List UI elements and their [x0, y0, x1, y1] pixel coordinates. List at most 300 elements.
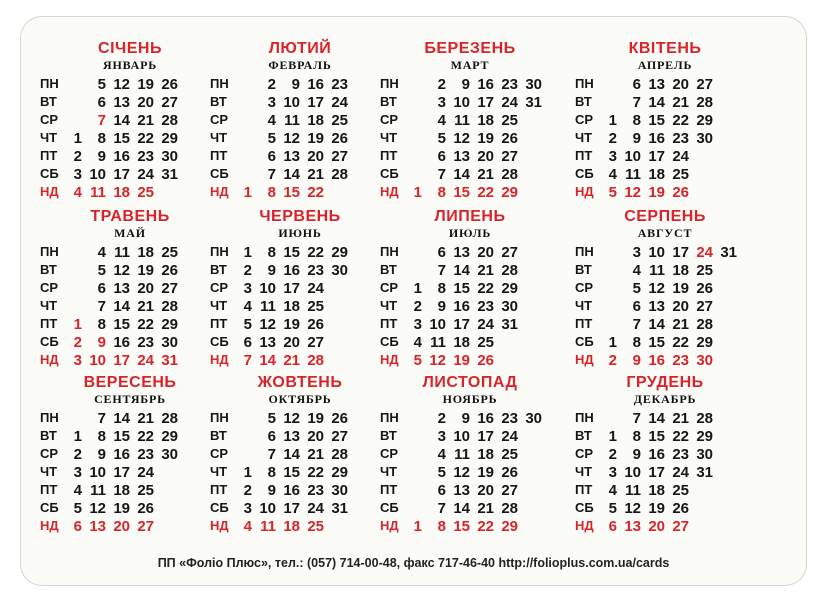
day-number: 1 — [413, 184, 422, 201]
weekday-label: НД — [380, 352, 399, 367]
weekday-row — [575, 244, 765, 263]
weekday-row — [575, 76, 765, 95]
weekday-row — [210, 482, 400, 501]
day-number: 27 — [331, 428, 348, 445]
weekday-row — [380, 94, 570, 113]
month-title: СЕРПЕНЬ — [624, 208, 706, 225]
day-number: 21 — [137, 112, 154, 129]
weekday-row — [575, 94, 765, 113]
day-number: 13 — [648, 76, 665, 93]
day-number: 18 — [307, 112, 324, 129]
weekday-label: ВТ — [40, 94, 57, 109]
day-number: 3 — [632, 244, 641, 261]
day-number: 28 — [696, 410, 713, 427]
weekday-row — [210, 500, 400, 519]
month-block — [575, 374, 760, 534]
day-number: 10 — [259, 280, 276, 297]
day-number: 24 — [137, 166, 154, 183]
day-number: 16 — [283, 262, 300, 279]
weekday-row — [380, 518, 570, 537]
day-number: 6 — [267, 428, 276, 445]
day-number: 11 — [454, 446, 470, 463]
day-number: 16 — [307, 76, 324, 93]
weekday-label: ПТ — [380, 482, 398, 497]
day-number: 9 — [97, 446, 106, 463]
day-number: 22 — [307, 244, 324, 261]
day-number: 30 — [161, 334, 178, 351]
day-number: 10 — [283, 94, 300, 111]
day-number: 18 — [477, 112, 494, 129]
day-number: 11 — [625, 482, 641, 499]
weekday-label: ВТ — [210, 262, 227, 277]
day-number: 8 — [632, 428, 641, 445]
day-number: 1 — [608, 112, 617, 129]
day-number: 4 — [437, 446, 446, 463]
day-number: 4 — [73, 482, 82, 499]
day-number: 13 — [89, 518, 106, 535]
day-number: 6 — [437, 148, 446, 165]
day-number: 18 — [648, 166, 665, 183]
day-number: 7 — [267, 166, 276, 183]
day-number: 20 — [283, 334, 300, 351]
weekday-label: ВТ — [575, 428, 592, 443]
day-number: 15 — [453, 280, 470, 297]
weekday-label: СБ — [210, 334, 229, 349]
weekday-label: ЧТ — [40, 298, 58, 313]
day-number: 10 — [429, 316, 446, 333]
day-number: 8 — [97, 130, 106, 147]
day-number: 25 — [501, 446, 518, 463]
day-number: 5 — [97, 76, 106, 93]
weekday-row — [210, 148, 400, 167]
day-number: 16 — [113, 148, 130, 165]
day-number: 16 — [453, 298, 470, 315]
day-number: 4 — [243, 518, 252, 535]
weekday-row — [210, 410, 400, 429]
weekday-label: ПН — [380, 244, 399, 259]
day-number: 4 — [97, 244, 106, 261]
month-block — [40, 40, 228, 201]
weekday-row — [210, 446, 400, 465]
weekday-label: ПТ — [40, 316, 58, 331]
weekday-row — [210, 94, 400, 113]
day-number: 16 — [283, 482, 300, 499]
day-number: 17 — [648, 464, 665, 481]
weekday-row — [210, 428, 400, 447]
day-number: 7 — [97, 410, 106, 427]
day-number: 23 — [137, 148, 154, 165]
weekday-label: ПТ — [575, 148, 593, 163]
month-block — [210, 374, 398, 535]
day-number: 10 — [624, 148, 641, 165]
day-number: 8 — [437, 518, 446, 535]
day-number: 7 — [243, 352, 252, 369]
weekday-label: ЧТ — [575, 130, 593, 145]
day-number: 20 — [307, 148, 324, 165]
day-number: 2 — [608, 352, 617, 369]
weekday-row — [380, 428, 570, 447]
weekday-row — [380, 262, 570, 281]
day-number: 3 — [243, 500, 252, 517]
weekday-row — [380, 76, 570, 95]
weekday-label: СР — [380, 280, 399, 295]
day-number: 6 — [97, 280, 106, 297]
day-number: 11 — [90, 184, 106, 201]
day-number: 4 — [267, 112, 276, 129]
day-number: 8 — [97, 428, 106, 445]
weekday-row — [40, 352, 230, 371]
weekday-row — [210, 316, 400, 335]
day-number: 14 — [113, 410, 130, 427]
day-number: 5 — [608, 500, 617, 517]
day-number: 23 — [477, 298, 494, 315]
day-number: 28 — [501, 166, 518, 183]
day-number: 12 — [259, 316, 276, 333]
weekday-label: ПТ — [210, 482, 228, 497]
weekday-row — [210, 464, 400, 483]
month-title: ВЕРЕСЕНЬ — [83, 374, 177, 391]
month-subtitle: МАРТ — [450, 58, 490, 72]
weekday-row — [380, 316, 570, 335]
day-number: 29 — [696, 428, 713, 445]
day-number: 22 — [477, 184, 494, 201]
day-number: 17 — [453, 316, 470, 333]
weekday-label: СР — [210, 446, 229, 461]
month-block — [575, 208, 760, 368]
day-number: 16 — [477, 76, 494, 93]
day-number: 27 — [331, 148, 348, 165]
day-number: 24 — [696, 244, 713, 261]
weekday-row — [40, 410, 230, 429]
day-number: 19 — [137, 262, 154, 279]
day-number: 12 — [648, 280, 665, 297]
day-number: 11 — [649, 262, 665, 279]
weekday-label: ПН — [210, 76, 229, 91]
day-number: 14 — [648, 410, 665, 427]
day-number: 13 — [113, 94, 130, 111]
day-number: 14 — [648, 94, 665, 111]
day-number: 7 — [437, 166, 446, 183]
weekday-row — [40, 130, 230, 149]
month-subtitle: ОКТЯБРЬ — [268, 392, 332, 406]
weekday-row — [380, 112, 570, 131]
day-number: 22 — [477, 518, 494, 535]
day-number: 27 — [501, 244, 518, 261]
day-number: 11 — [625, 166, 641, 183]
day-number: 3 — [73, 166, 82, 183]
weekday-row — [380, 464, 570, 483]
day-number: 1 — [243, 464, 252, 481]
day-number: 18 — [648, 482, 665, 499]
day-number: 17 — [113, 464, 130, 481]
day-number: 29 — [501, 184, 518, 201]
day-number: 25 — [331, 112, 348, 129]
day-number: 20 — [672, 298, 689, 315]
day-number: 30 — [161, 148, 178, 165]
weekday-label: ПН — [210, 410, 229, 425]
day-number: 14 — [259, 352, 276, 369]
day-number: 6 — [608, 518, 617, 535]
day-number: 2 — [437, 410, 446, 427]
weekday-label: НД — [380, 518, 399, 533]
day-number: 13 — [624, 518, 641, 535]
day-number: 19 — [113, 500, 130, 517]
day-number: 11 — [454, 112, 470, 129]
day-number: 13 — [648, 298, 665, 315]
day-number: 13 — [113, 280, 130, 297]
day-number: 29 — [161, 130, 178, 147]
day-number: 17 — [113, 166, 130, 183]
month-subtitle: НОЯБРЬ — [442, 392, 498, 406]
weekday-label: ПН — [575, 76, 594, 91]
day-number: 15 — [283, 244, 300, 261]
day-number: 4 — [632, 262, 641, 279]
day-number: 18 — [477, 446, 494, 463]
day-number: 2 — [437, 76, 446, 93]
month-subtitle: ФЕВРАЛЬ — [268, 58, 332, 72]
day-number: 31 — [696, 464, 713, 481]
weekday-row — [40, 464, 230, 483]
day-number: 24 — [137, 464, 154, 481]
day-number: 10 — [89, 166, 106, 183]
day-number: 3 — [413, 316, 422, 333]
weekday-label: НД — [210, 518, 229, 533]
day-number: 21 — [672, 94, 689, 111]
day-number: 3 — [73, 352, 82, 369]
weekday-row — [210, 298, 400, 317]
day-number: 10 — [259, 500, 276, 517]
weekday-label: НД — [40, 352, 59, 367]
weekday-row — [575, 334, 765, 353]
day-number: 24 — [307, 280, 324, 297]
day-number: 19 — [307, 130, 324, 147]
day-number: 7 — [97, 112, 106, 129]
day-number: 9 — [461, 410, 470, 427]
day-number: 5 — [267, 410, 276, 427]
weekday-row — [210, 166, 400, 185]
day-number: 16 — [648, 352, 665, 369]
weekday-label: НД — [575, 184, 594, 199]
month-block — [575, 40, 760, 200]
weekday-label: СБ — [40, 500, 59, 515]
weekday-row — [40, 500, 230, 519]
day-number: 12 — [429, 352, 446, 369]
weekday-label: ВТ — [210, 428, 227, 443]
day-number: 31 — [161, 352, 178, 369]
day-number: 19 — [137, 76, 154, 93]
month-title: ТРАВЕНЬ — [90, 208, 170, 225]
day-number: 6 — [97, 94, 106, 111]
day-number: 19 — [477, 130, 494, 147]
day-number: 30 — [696, 352, 713, 369]
day-number: 23 — [137, 334, 154, 351]
day-number: 25 — [307, 518, 324, 535]
weekday-row — [380, 184, 570, 203]
weekday-label: ЧТ — [575, 298, 593, 313]
day-number: 12 — [453, 130, 470, 147]
day-number: 26 — [307, 316, 324, 333]
day-number: 17 — [283, 500, 300, 517]
month-block — [380, 40, 565, 200]
day-number: 10 — [89, 352, 106, 369]
day-number: 6 — [437, 244, 446, 261]
day-number: 15 — [283, 184, 300, 201]
day-number: 9 — [267, 482, 276, 499]
day-number: 6 — [632, 298, 641, 315]
day-number: 11 — [260, 298, 276, 315]
weekday-row — [40, 298, 230, 317]
day-number: 20 — [113, 518, 130, 535]
day-number: 24 — [672, 464, 689, 481]
day-number: 5 — [437, 464, 446, 481]
day-number: 13 — [453, 482, 470, 499]
day-number: 25 — [672, 166, 689, 183]
month-block — [380, 374, 565, 534]
day-number: 16 — [113, 334, 130, 351]
day-number: 24 — [501, 94, 518, 111]
weekday-label: СБ — [575, 166, 594, 181]
day-number: 22 — [672, 428, 689, 445]
month-title: БЕРЕЗЕНЬ — [424, 40, 516, 57]
day-number: 28 — [501, 500, 518, 517]
weekday-label: ЧТ — [380, 298, 398, 313]
day-number: 8 — [437, 184, 446, 201]
day-number: 9 — [632, 446, 641, 463]
day-number: 5 — [73, 500, 82, 517]
month-subtitle: ЯНВАРЬ — [103, 58, 157, 72]
weekday-row — [575, 298, 765, 317]
day-number: 1 — [243, 184, 252, 201]
weekday-label: ПТ — [40, 148, 58, 163]
day-number: 21 — [672, 410, 689, 427]
day-number: 12 — [113, 76, 130, 93]
month-title: ЛИПЕНЬ — [434, 208, 506, 225]
day-number: 1 — [608, 428, 617, 445]
weekday-label: ПН — [40, 244, 59, 259]
weekday-row — [40, 280, 230, 299]
day-number: 3 — [73, 464, 82, 481]
month-title: ЧЕРВЕНЬ — [259, 208, 341, 225]
day-number: 2 — [73, 446, 82, 463]
weekday-label: ПТ — [210, 148, 228, 163]
day-number: 8 — [267, 184, 276, 201]
month-block — [210, 208, 398, 369]
weekday-label: НД — [380, 184, 399, 199]
weekday-row — [40, 166, 230, 185]
weekday-label: ЧТ — [210, 298, 228, 313]
day-number: 26 — [161, 262, 178, 279]
day-number: 26 — [501, 130, 518, 147]
weekday-label: ЧТ — [40, 464, 58, 479]
day-number: 9 — [97, 148, 106, 165]
day-number: 17 — [477, 94, 494, 111]
weekday-row — [210, 280, 400, 299]
weekday-label: СР — [575, 280, 594, 295]
weekday-label: ПТ — [380, 316, 398, 331]
day-number: 25 — [501, 112, 518, 129]
calendar-card — [20, 16, 807, 586]
day-number: 25 — [161, 244, 178, 261]
day-number: 20 — [477, 482, 494, 499]
month-title: ЖОВТЕНЬ — [257, 374, 343, 391]
weekday-row — [575, 262, 765, 281]
day-number: 22 — [477, 280, 494, 297]
month-subtitle: ИЮЛЬ — [448, 226, 492, 240]
weekday-label: СР — [210, 280, 229, 295]
weekday-row — [380, 280, 570, 299]
day-number: 9 — [267, 262, 276, 279]
weekday-row — [210, 184, 400, 203]
weekday-row — [575, 410, 765, 429]
day-number: 24 — [137, 352, 154, 369]
day-number: 1 — [608, 334, 617, 351]
weekday-row — [575, 500, 765, 519]
month-block — [210, 40, 398, 201]
day-number: 11 — [284, 112, 300, 129]
day-number: 4 — [413, 334, 422, 351]
weekday-label: СБ — [40, 166, 59, 181]
weekday-label: СР — [575, 446, 594, 461]
month-subtitle: ИЮНЬ — [278, 226, 322, 240]
day-number: 4 — [437, 112, 446, 129]
weekday-label: ЧТ — [210, 464, 228, 479]
day-number: 6 — [243, 334, 252, 351]
day-number: 25 — [477, 334, 494, 351]
day-number: 28 — [161, 112, 178, 129]
day-number: 19 — [672, 280, 689, 297]
day-number: 10 — [648, 244, 665, 261]
month-title: СІЧЕНЬ — [98, 40, 162, 57]
day-number: 4 — [608, 166, 617, 183]
day-number: 13 — [283, 148, 300, 165]
day-number: 14 — [453, 500, 470, 517]
day-number: 12 — [283, 130, 300, 147]
day-number: 28 — [331, 446, 348, 463]
day-number: 17 — [113, 352, 130, 369]
day-number: 30 — [501, 298, 518, 315]
day-number: 21 — [477, 166, 494, 183]
day-number: 21 — [672, 316, 689, 333]
day-number: 1 — [73, 316, 82, 333]
day-number: 31 — [161, 166, 178, 183]
day-number: 11 — [90, 482, 106, 499]
day-number: 2 — [413, 298, 422, 315]
weekday-row — [380, 410, 570, 429]
day-number: 18 — [672, 262, 689, 279]
day-number: 2 — [73, 148, 82, 165]
day-number: 29 — [501, 518, 518, 535]
day-number: 23 — [307, 262, 324, 279]
weekday-row — [575, 352, 765, 371]
day-number: 10 — [624, 464, 641, 481]
weekday-label: ВТ — [40, 262, 57, 277]
weekday-label: СБ — [40, 334, 59, 349]
day-number: 15 — [113, 130, 130, 147]
weekday-row — [40, 428, 230, 447]
day-number: 1 — [73, 130, 82, 147]
weekday-label: ВТ — [40, 428, 57, 443]
day-number: 20 — [307, 428, 324, 445]
day-number: 9 — [97, 334, 106, 351]
day-number: 17 — [477, 428, 494, 445]
weekday-row — [380, 166, 570, 185]
day-number: 24 — [307, 500, 324, 517]
day-number: 7 — [437, 262, 446, 279]
day-number: 26 — [331, 410, 348, 427]
day-number: 13 — [453, 148, 470, 165]
day-number: 27 — [161, 94, 178, 111]
day-number: 30 — [161, 446, 178, 463]
